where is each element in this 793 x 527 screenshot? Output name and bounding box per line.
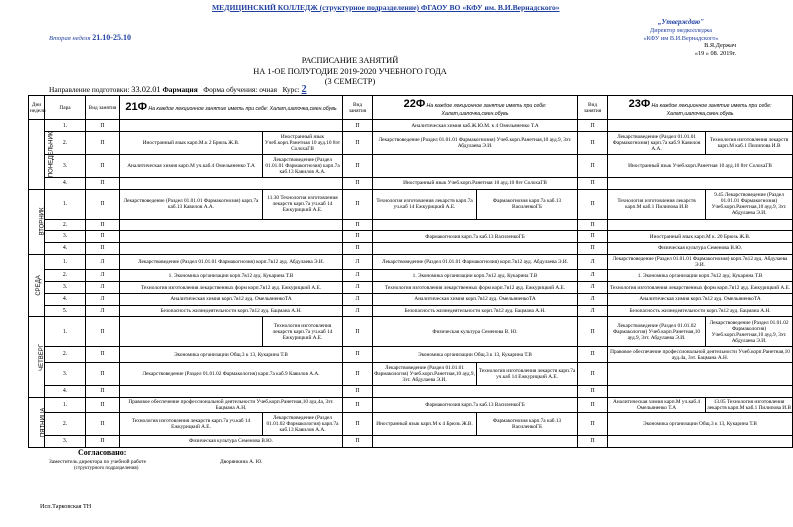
pair-number: 4.: [45, 243, 86, 255]
lesson-cell: Лекарствоведение (Раздел 01.01.01 Фармакогнозия) карп.7а каб.13 Кавилов А.А.: [120, 189, 263, 219]
lesson-type: Л: [86, 305, 120, 317]
lesson-type: П: [578, 132, 608, 155]
group-name: 21Ф: [125, 101, 147, 114]
lesson-cell: [608, 363, 793, 386]
lesson-type: П: [343, 436, 373, 448]
pair-number: 2.: [45, 413, 86, 436]
lesson-cell: Физическая культура Семенова В.Ю.: [120, 436, 343, 448]
pair-number: 2.: [45, 219, 86, 231]
schedule-table: [28, 95, 793, 448]
lesson-type: П: [86, 155, 120, 178]
table-row: [29, 155, 793, 178]
table-row: [29, 219, 793, 231]
lesson-cell: Технология изготовления лекарств карп.7а уч.каб 14 Ежкурицкий А.Е.: [263, 317, 343, 347]
lesson-type: П: [343, 155, 373, 178]
lesson-cell: Лекарствоведение (Раздел 01.01.01 Фармакогнозия) корп.7в12 ауд. Абдулаева Э.И.: [608, 254, 793, 270]
lesson-type: Л: [578, 270, 608, 282]
table-row: [29, 177, 793, 189]
deputy-title: Заместитель директора по учебной работе: [49, 459, 147, 465]
lesson-cell: Фармакогнозия карп.7а каб.13 ВасиленкоГБ: [477, 413, 578, 436]
lesson-type: П: [343, 120, 373, 132]
pair-number: 1.: [45, 120, 86, 132]
day-name: ПОНЕДЕЛЬНИК: [48, 131, 55, 178]
lesson-cell: Физическая культура Семенова В. Ю.: [373, 317, 578, 347]
lesson-cell: [608, 436, 793, 448]
lesson-cell: [120, 231, 343, 243]
lesson-cell: Лекарствоведение (Раздел 01.01.02 Фармакология) Учеб.корп.Ранетная,10 ауд.9, 3эт. Абдулаева Э.И.: [706, 317, 793, 347]
lesson-cell: Аналитическая химия корп.7в12 ауд. ОмельяненкоТА: [608, 293, 793, 305]
lesson-cell: Лекарствоведение (Раздел 01.01.01 Фармакология) Учеб.корп.Ранетная,10 ауд.9, 3эт. Абдулаева Э.И.: [373, 363, 477, 386]
lesson-type: Л: [86, 282, 120, 294]
lesson-type: П: [343, 219, 373, 231]
lesson-type: П: [86, 347, 120, 363]
table-row: [29, 347, 793, 363]
lesson-cell: Экономика организации Общ.3 к 13, Кукарина Т.В: [608, 413, 793, 436]
lesson-cell: Аналитическая химия корп.7в12 ауд. ОмельяненкоТА: [373, 293, 578, 305]
lesson-type: П: [86, 132, 120, 155]
lesson-cell: Технология изготовления лекарственных форм корп.7в12 ауд. Ежкурицкий А.Е.: [120, 282, 343, 294]
lesson-cell: Иностранный язык карп.М к. 20 Брюзь Ж.В.: [608, 231, 793, 243]
lesson-cell: Аналитическая химия каб.Ж.Ю.М. к 4 Омельяненко Т.А: [373, 120, 578, 132]
group-note: На каждое лекционное занятие иметь при себе: Халат,шапочка,смен.обувь: [148, 106, 337, 113]
lesson-cell: 11.30 Технология изготовления лекарств карп.7а уч.каб 14 Ежкурицкий А.Е.: [263, 189, 343, 219]
lesson-cell: Аналитическая химия карп.М уч.каб.4 Омельяненко Т.А: [120, 155, 263, 178]
lesson-type: Л: [578, 293, 608, 305]
lesson-cell: Иностранный язык Учеб.корп.Ранетная 10 ауд.10 8эт СолохаГВ: [608, 155, 793, 178]
lesson-cell: [608, 385, 793, 397]
lesson-cell: [373, 385, 578, 397]
lesson-cell: Безопасность жизнедеятельности корп.7в12 ауд. Бацмана А.Н.: [608, 305, 793, 317]
lesson-cell: Иностранный язык карп.М к 4 Брюзь Ж.В.: [373, 413, 477, 436]
lesson-cell: Физическая культура Семенова В.Ю.: [608, 243, 793, 255]
table-row: [29, 243, 793, 255]
lesson-type: П: [86, 219, 120, 231]
pair-number: 1.: [45, 254, 86, 270]
lesson-type: П: [343, 243, 373, 255]
pair-number: 2.: [45, 347, 86, 363]
lesson-type: П: [578, 120, 608, 132]
table-row: [29, 231, 793, 243]
pair-number: 3.: [45, 155, 86, 178]
lesson-type: П: [343, 363, 373, 386]
lesson-type: П: [343, 317, 373, 347]
lesson-type: П: [578, 436, 608, 448]
direction-label: Направление подготовки:: [49, 85, 130, 94]
day-name: ВТОРНИК: [39, 207, 46, 236]
lesson-type: Л: [578, 282, 608, 294]
day-name: СРЕДА: [35, 275, 42, 296]
college-name: МЕДИЦИНСКИЙ КОЛЛЕДЖ (структурное подразделение) ФГАОУ ВО «КФУ им. В.И.Вернадского»: [212, 3, 560, 12]
table-row: [29, 385, 793, 397]
lesson-cell: Безопасность жизнедеятельности корп.7в12 ауд. Бацмана А.Н.: [373, 305, 578, 317]
table-row: [29, 270, 793, 282]
lesson-cell: Лекарствоведение (Раздел 01.01.01 Фармакогнозия) карп.7а каб.9 Кавилов А.А.: [608, 132, 706, 155]
pair-number: 1.: [45, 317, 86, 347]
group-name: 22Ф: [403, 97, 426, 110]
group-header: [120, 96, 343, 120]
day-cell: [29, 397, 45, 447]
title-line-2: НА 1-ОЕ ПОЛУГОДИЕ 2019-2020 УЧЕБНОГО ГОДА (3 СЕМЕСТР): [253, 66, 447, 86]
lesson-cell: Фармакогнозия карп.7а каб.13 ВасиленкоГБ: [477, 189, 578, 219]
table-row: [29, 293, 793, 305]
lesson-cell: Правовое обеспечение профессиональной деятельности Учеб.корп.Ранетная,10 ауд.4а, 3эт. Бацмана А.Н.: [608, 347, 793, 363]
lesson-type: П: [343, 231, 373, 243]
lesson-type: П: [343, 132, 373, 155]
lesson-type: Л: [578, 305, 608, 317]
header-type: Вид занятия: [578, 96, 608, 120]
deputy-name: Дворянкина А. Ю.: [220, 459, 263, 465]
schedule-body: [29, 96, 793, 448]
approval-title: „Утверждаю": [658, 18, 704, 26]
lesson-type: П: [86, 436, 120, 448]
approval-date: «19 » 08. 2019г.: [694, 50, 736, 58]
lesson-cell: Технология изготовления лекарственных форм корп.7в12 ауд. Ежкурицкий А.Е.: [373, 282, 578, 294]
lesson-cell: Экономика организации Общ.3 к 13, Кукарина Т.В: [120, 347, 343, 363]
lesson-cell: [120, 120, 343, 132]
lesson-type: П: [86, 397, 120, 413]
lesson-cell: [120, 317, 263, 347]
lesson-type: П: [578, 347, 608, 363]
table-row: [29, 120, 793, 132]
lesson-type: П: [343, 347, 373, 363]
pair-number: 1.: [45, 397, 86, 413]
approval-role: Директор медколледжа: [649, 26, 713, 34]
lesson-cell: 13.05 Технология изготовления лекарств карп.М каб.1 Пилипова И.В: [707, 398, 791, 411]
lesson-cell: [608, 177, 793, 189]
lesson-cell: Лекарствоведение (Раздел 01.01.02 Фармакология) Учеб.корп.Ранетная,10 ауд.9, 3эт. Абдулаева Э.И.: [608, 317, 706, 347]
lesson-type: П: [343, 413, 373, 436]
pair-number: 2.: [45, 132, 86, 155]
agreed-label: Согласовано:: [78, 448, 127, 457]
pair-number: 4.: [45, 385, 86, 397]
direction-form: Форма обучения: очная: [203, 85, 278, 94]
lesson-cell: [608, 120, 793, 132]
table-row: [29, 305, 793, 317]
table-row: [29, 189, 793, 219]
day-cell: [29, 189, 45, 254]
day-name: ЧЕТВЕРГ: [39, 343, 46, 371]
lesson-type: Л: [343, 293, 373, 305]
pair-number: 4.: [45, 177, 86, 189]
lesson-type: П: [86, 189, 120, 219]
lesson-cell: Технология изготовления лекарств карп.М каб.1 Пилипова И.В: [706, 132, 793, 155]
lesson-cell: [373, 219, 578, 231]
lesson-type: П: [578, 385, 608, 397]
lesson-type: Л: [343, 270, 373, 282]
lesson-type: Л: [578, 254, 608, 270]
lesson-type: П: [343, 177, 373, 189]
day-cell: [29, 254, 45, 317]
approval-org: «КФУ им В.И.Вернадского»: [643, 34, 719, 42]
header-type: Вид занятия: [343, 96, 373, 120]
lesson-type: П: [86, 385, 120, 397]
compiler-name: Исп.Тарковская ТН: [40, 503, 92, 510]
lesson-type: П: [578, 243, 608, 255]
pair-number: 3.: [45, 231, 86, 243]
day-cell: [29, 120, 55, 189]
lesson-type: П: [86, 243, 120, 255]
lesson-type: Л: [343, 254, 373, 270]
pair-number: 3.: [45, 282, 86, 294]
header-row: [29, 96, 793, 120]
header-pair: Пара: [45, 96, 86, 120]
group-note: На каждое лекционное занятие иметь при себе: Халат,шапочка,смен.обувь: [651, 102, 772, 117]
lesson-cell: [608, 219, 793, 231]
page-title: [250, 56, 450, 88]
lesson-type: П: [86, 177, 120, 189]
approval-name: В.Я.Держач: [704, 42, 736, 50]
week-dates: 21.10-25.10: [92, 33, 131, 42]
lesson-type: П: [86, 413, 120, 436]
group-header: [608, 96, 793, 120]
table-row: [29, 317, 793, 347]
lesson-cell: [120, 177, 343, 189]
lesson-cell: Технология изготовления лекарств карп.7а уч.каб 14 Ежкурицкий А.Е.: [477, 363, 578, 386]
day-cell: [29, 317, 45, 397]
pair-number: 3.: [45, 436, 86, 448]
lesson-cell: Правовое обеспечение профессиональной деятельности Учеб.корп.Ранетная,10 ауд.4а, 3эт. Бацмана А.Н.: [120, 397, 343, 413]
lesson-cell: Экономика организации Общ.3 к 13, Кукарина Т.В: [373, 347, 578, 363]
approval-block: [626, 18, 736, 58]
lesson-type: П: [86, 317, 120, 347]
lesson-cell: Фармакогнозия карп.7а каб.13 ВасиленкоГБ: [373, 231, 578, 243]
lesson-type: Л: [343, 282, 373, 294]
lesson-cell: [373, 436, 578, 448]
week-label: [49, 34, 131, 43]
lesson-cell: Безопасность жизнедеятельности корп.7в12 ауд. Бацмана А.Н.: [120, 305, 343, 317]
lesson-type: П: [578, 231, 608, 243]
lesson-cell: Лекарствоведение (Раздел 01.01.01 Фармакогнозия) Учеб.корп.Ранетная,10 ауд.9, 3эт. Абдулаева Э.И.: [373, 132, 578, 155]
lesson-type: П: [578, 317, 608, 347]
direction-line: [49, 85, 307, 95]
table-row: [29, 397, 793, 413]
lesson-type: П: [343, 189, 373, 219]
table-row: [29, 436, 793, 448]
lesson-cell: Лекарствоведение (Раздел 01.01.01 Фармакогнозия) карп.7а каб.13 Кавилов А.А.: [263, 155, 343, 178]
lesson-cell: Технология изготовления лекарственных форм корп.7в12 ауд. Ежкурицкий А.Е.: [608, 282, 793, 294]
lesson-type: П: [86, 231, 120, 243]
header-type: Вид занятия: [86, 96, 120, 120]
lesson-type: П: [343, 385, 373, 397]
lesson-cell: Фармакогнозия карп.7а каб.13 ВасиленкоГБ: [373, 397, 578, 413]
lesson-type: П: [86, 363, 120, 386]
pair-number: 2.: [45, 270, 86, 282]
direction-code: 33.02.01: [131, 85, 161, 94]
day-name: ПЯТНИЦА: [40, 407, 47, 438]
lesson-cell: Лекарствоведение (Раздел 01.01.01 Фармакогнозия) корп.7в12 ауд. Абдулаева Э.И.: [373, 254, 578, 270]
lesson-type: П: [578, 397, 608, 413]
lesson-cell: 9.45 Лекарствоведение (Раздел 01.01.01 Фармакогнозия) Учеб.корп.Ранетная,10 ауд.9, 3эт. Абдулаева Э.И.: [706, 189, 793, 219]
pair-number: 1.: [45, 189, 86, 219]
course-number: 2: [301, 84, 307, 95]
lesson-cell: 1. Экономика организации корп.7в12 ауд. Кукарина Т.В: [373, 270, 578, 282]
lesson-cell: Аналитическая химия карп.М уч.каб.4 Омельяненко Т.А: [608, 397, 706, 413]
lesson-cell: 1. Экономика организации корп.7в12 ауд. Кукарина Т.В: [608, 270, 793, 282]
group-note: На каждое лекционное занятие иметь при себе: Халат,шапочка,смен.обувь: [426, 102, 547, 117]
lesson-cell: Технология изготовления лекарств карп.7а уч.каб 14 Ежкурицкий А.Е.: [373, 189, 477, 219]
lesson-cell: [120, 385, 343, 397]
lesson-type: Л: [86, 270, 120, 282]
lesson-type: П: [343, 397, 373, 413]
course-label: Курс:: [282, 85, 300, 94]
lesson-type: Л: [86, 293, 120, 305]
lesson-type: П: [86, 120, 120, 132]
lesson-cell: [120, 219, 343, 231]
lesson-type: Л: [343, 305, 373, 317]
lesson-cell: Технология изготовления лекарств карп.7а уч.каб 14 Ежкурицкий А.Е.: [120, 413, 263, 436]
lesson-type: П: [578, 219, 608, 231]
lesson-cell: [120, 243, 343, 255]
pair-number: 3.: [45, 363, 86, 386]
lesson-cell: 1. Экономика организации корп.7в12 ауд. Кукарина Т.В: [120, 270, 343, 282]
lesson-type: П: [578, 413, 608, 436]
pair-number: 4.: [45, 293, 86, 305]
deputy-subtitle: (структурного подразделения): [74, 466, 139, 471]
group-header: [373, 96, 578, 120]
header-day: Дни недели: [29, 96, 45, 120]
lesson-type: П: [578, 155, 608, 178]
week-label-text: Вторая неделя: [49, 35, 91, 42]
pair-number: 5.: [45, 305, 86, 317]
group-name: 23Ф: [628, 97, 651, 110]
direction-name: Фармация: [162, 85, 198, 94]
table-row: [29, 363, 793, 386]
lesson-cell: Технология изготовления лекарств карп.М каб.1 Пилипова И.В: [608, 189, 706, 219]
lesson-type: П: [578, 189, 608, 219]
lesson-type: П: [578, 177, 608, 189]
lesson-cell: [373, 243, 578, 255]
table-row: [29, 282, 793, 294]
lesson-type: П: [578, 363, 608, 386]
lesson-cell: Лекарствоведение (Раздел 01.01.02 Фармакология) карп.7а каб.9 Кавилов А.А.: [120, 363, 343, 386]
table-row: [29, 413, 793, 436]
table-row: [29, 132, 793, 155]
lesson-cell: Аналитическая химия корп.7в12 ауд. ОмельяненкоТА: [120, 293, 343, 305]
lesson-cell: Иностранный язык Учеб.корп.Ранетная 10 ауд.10 8эт СолохаГВ: [263, 132, 343, 155]
lesson-cell: Иностранный язык карп.М.к 2 Брюзь Ж.В.: [120, 132, 263, 155]
lesson-cell: [373, 155, 578, 178]
lesson-cell: Лекарствоведение (Раздел 01.01.01 Фармакогнозия) корп.7в12 ауд. Абдулаева Э.И.: [120, 254, 343, 270]
lesson-cell: Иностранный язык Учеб.корп.Ранетная 10 ауд.10 8эт СолохаГВ: [373, 177, 578, 189]
table-row: [29, 254, 793, 270]
lesson-type: Л: [86, 254, 120, 270]
title-line-1: РАСПИСАНИЕ ЗАНЯТИЙ: [301, 56, 399, 65]
lesson-cell: Лекарствоведение (Раздел 01.01.02 Фармакология) карп.7а каб.13 Кавилов А.А.: [263, 413, 343, 436]
